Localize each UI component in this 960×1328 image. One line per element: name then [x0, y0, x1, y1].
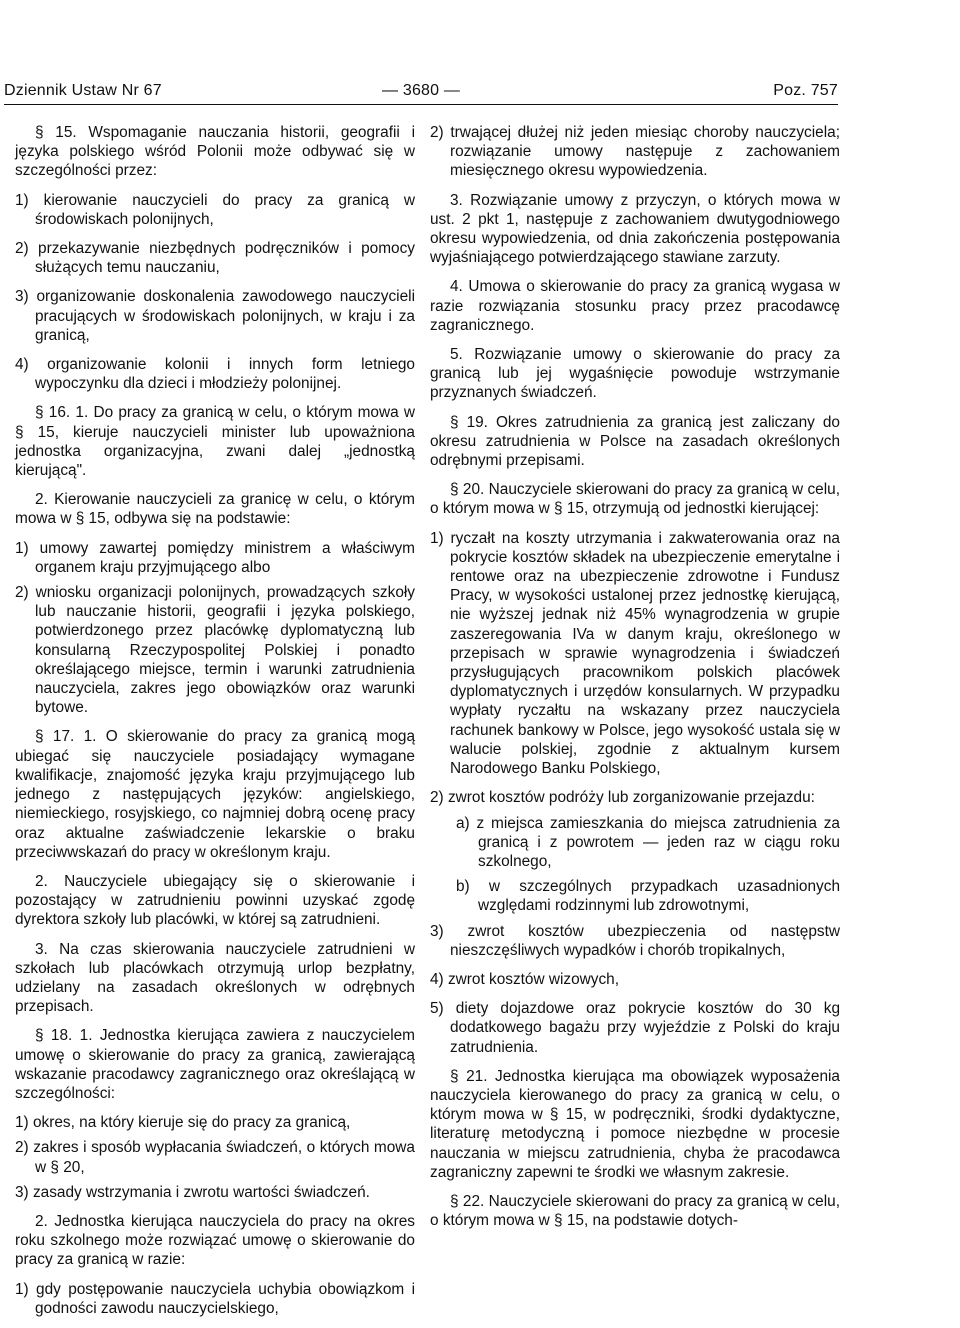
s16-para-1: § 16. 1. Do pracy za granicą w celu, o którym mowa w § 15, kieruje nauczycieli minister lub upoważniona jednostka organizacyjna, zwani dalej „jednostką kierującą". — [15, 404, 415, 480]
s20-item-2: 2) zwrot kosztów podróży lub zorganizowanie przejazdu: — [430, 789, 815, 807]
s18-para-5: 5. Rozwiązanie umowy o skierowanie do pracy za granicą lub jej wygaśnięcie powoduje wstrzymanie przyznanych świadczeń. — [430, 346, 840, 402]
s18-1-item-1: 1) okres, na który kieruje się do pracy za granicą, — [15, 1114, 351, 1132]
s18-2-item-1: 1) gdy postępowanie nauczyciela uchybia obowiązkom i godności zawodu nauczycielskiego, — [15, 1280, 415, 1317]
left-column — [15, 123, 415, 1328]
s15-item-3: 3) organizowanie doskonalenia zawodowego nauczycieli pracujących w środowiskach polonijnych, w kraju i za granicą, — [15, 288, 415, 344]
s18-2-item-2: 2) trwającej dłużej niż jeden miesiąc choroby nauczyciela; rozwiązanie umowy następuje z zachowaniem miesięcznego okresu wypowiedzenia. — [430, 124, 840, 180]
s21-para: § 21. Jednostka kierująca ma obowiązek wyposażenia nauczyciela kierowanego do pracy za granicą w celu, o którym mowa w § 15, w podręczniki, środki dydaktyczne, literaturę metodyczną i pomoce niezbędne w procesie nauczania w miejscu zatrudnienia, chyba że pracodawca zagraniczny zapewni te środki we własnym zakresie. — [430, 1067, 840, 1181]
page-header — [4, 80, 838, 105]
s16-2-item-1: 1) umowy zawartej pomiędzy ministrem a właściwym organem kraju przyjmującego albo — [15, 539, 415, 576]
s15-item-2: 2) przekazywanie niezbędnych podręczników i pomocy służących temu nauczaniu, — [15, 240, 415, 277]
s18-1-item-3: 3) zasady wstrzymania i zwrotu wartości świadczeń. — [15, 1183, 370, 1201]
s22-para: § 22. Nauczyciele skierowani do pracy za granicą w celu, o którym mowa w § 15, na podstawie dotych- — [430, 1192, 840, 1230]
s18-1-item-2: 2) zakres i sposób wypłacania świadczeń, o których mowa w § 20, — [15, 1139, 415, 1176]
s15-intro: § 15. Wspomaganie nauczania historii, geografii i języka polskiego wśród Polonii może odbywać się w szczególności przez: — [15, 124, 415, 180]
s18-para-4: 4. Umowa o skierowanie do pracy za granicą wygasa w razie rozwiązania stosunku pracy przez pracodawcę zagranicznego. — [430, 278, 840, 334]
s20-item-2b: b) w szczególnych przypadkach uzasadnionych względami rodzinnymi lub zdrowotnymi, — [456, 878, 840, 915]
s16-para-2: 2. Kierowanie nauczycieli za granicę w celu, o którym mowa w § 15, odbywa się na podstawie: — [15, 491, 415, 528]
s15-item-4: 4) organizowanie kolonii i innych form letniego wypoczynku dla dzieci i młodzieży polonijnej. — [15, 356, 415, 393]
s20-item-1: 1) ryczałt na koszty utrzymania i zakwaterowania oraz na pokrycie kosztów składek na ubezpieczenie emerytalne i rentowe oraz na ubezpieczenie zdrowotne i Fundusz Pracy, w wysokości ustalonej przez jednostkę kierującą, nie wyższej jednak niż 45% wynagrodzenia w grupie zaszeregowania IVa w danym kraju, określonego w przepisach w sprawie wynagrodzenia i świadczeń przysługujących pracownikom polskich placówek dyplomatycznych i urzędów konsularnych. W przypadku wypłaty ryczałtu na wskazany przez nauczyciela rachunek bankowy w Polsce, jego wysokość ustala się w walucie polskiej, zgodnie z aktualnym kursem Narodowego Banku Polskiego, — [430, 529, 840, 778]
s20-item-5: 5) diety dojazdowe oraz pokrycie kosztów do 30 kg dodatkowego bagażu przy wyjeździe z Polski do kraju zatrudnienia. — [430, 1000, 840, 1056]
s15-item-1: 1) kierowanie nauczycieli do pracy za granicą w środowiskach polonijnych, — [15, 191, 415, 228]
s20-intro: § 20. Nauczyciele skierowani do pracy za granicą w celu, o którym mowa w § 15, otrzymują od jednostki kierującej: — [430, 481, 840, 518]
page-number: — 3680 — — [382, 82, 461, 99]
s17-para-1: § 17. 1. O skierowanie do pracy za granicą mogą ubiegać się nauczyciele posiadający wymagane kwalifikacje, znajomość języka kraju przyjmującego lub jednego z następujących języków: angielskiego, niemieckiego, rosyjskiego, co najmniej dobrą ocenę pracy oraz aktualne zaświadczenie lekarskie o braku przeciwwskazań do pracy w określonym kraju. — [15, 728, 415, 861]
position-number: Poz. 757 — [773, 82, 838, 99]
s20-item-2a: a) z miejsca zamieszkania do miejsca zatrudnienia za granicą i z powrotem — jeden raz w ciągu roku szkolnego, — [456, 814, 840, 870]
journal-title: Dziennik Ustaw Nr 67 — [4, 82, 162, 99]
s17-para-2: 2. Nauczyciele ubiegający się o skierowanie i pozostający w zatrudnieniu powinni uzyskać zgodę dyrektora szkoły lub placówki, w której są zatrudnieni. — [15, 872, 415, 929]
s18-para-1: § 18. 1. Jednostka kierująca zawiera z nauczycielem umowę o skierowanie do pracy za granicą, zawierającą wskazanie pracodawcy zagranicznego oraz określającą w szczególności: — [15, 1027, 415, 1102]
s16-2-item-2: 2) wniosku organizacji polonijnych, prowadzących szkoły lub nauczanie historii, geografii i języka polskiego, potwierdzonego przez placówkę dyplomatyczną lub konsularną Rzeczypospolitej Polskiej i ponadto określającego miejsce, termin i warunki zatrudnienia nauczyciela, zakres jego obowiązków oraz warunki bytowe. — [15, 584, 415, 717]
s17-para-3: 3. Na czas skierowania nauczyciele zatrudnieni w szkołach lub placówkach otrzymują urlop bezpłatny, udzielany na zasadach określonych w odrębnych przepisach. — [15, 940, 415, 1016]
s19-para: § 19. Okres zatrudnienia za granicą jest zaliczany do okresu zatrudnienia w Polsce na zasadach określonych odrębnymi przepisami. — [430, 413, 840, 470]
s20-item-3: 3) zwrot kosztów ubezpieczenia od następstw nieszczęśliwych wypadków i chorób tropikalnych, — [430, 922, 840, 959]
right-column — [430, 123, 840, 1240]
s20-item-4: 4) zwrot kosztów wizowych, — [430, 970, 620, 988]
s18-para-2: 2. Jednostka kierująca nauczyciela do pracy na okres roku szkolnego może rozwiązać umowę o skierowanie do pracy za granicą w razie: — [15, 1212, 415, 1269]
s18-para-3: 3. Rozwiązanie umowy z przyczyn, o których mowa w ust. 2 pkt 1, następuje z zachowaniem dwutygodniowego okresu wypowiedzenia, od dnia zakończenia postępowania wyjaśniającego potwierdzającego stawiane zarzuty. — [430, 191, 840, 267]
